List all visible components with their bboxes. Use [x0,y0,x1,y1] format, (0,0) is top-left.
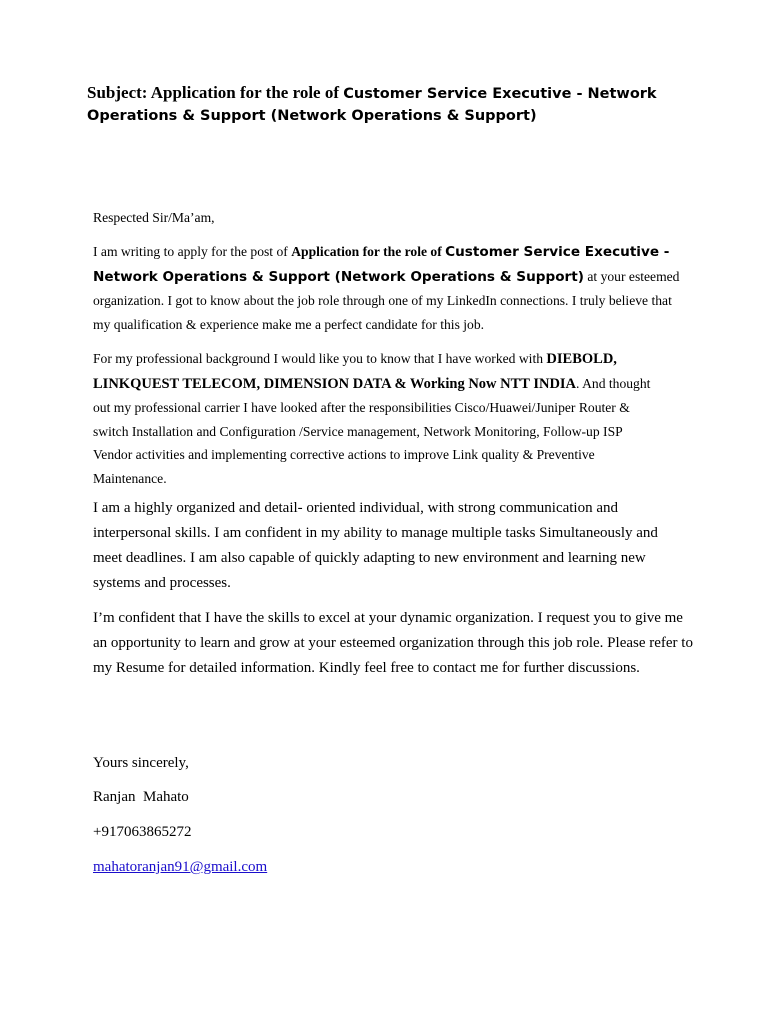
skills-paragraph: I am a highly organized and detail- oriented individual, with strong communication and interpersonal skills. I am confident in my ability to manage multiple tasks Simultaneously and meet deadlines. I am also capable of quickly adapting to new environment and learning new systems and processes. [93,500,658,591]
subject-title: Customer Service Executive - Network Operations & Support (Network Operations & Support) [87,86,657,124]
subject-line [87,82,727,127]
salutation: Respected Sir/Ma’am, [93,210,215,225]
phone-number: +917063865272 [93,824,192,840]
background-paragraph [93,347,661,490]
intro-bold-serif: Application for the role of [291,244,446,259]
intro-post: at your esteemed organization. I got to know about the job role through one of my LinkedIn connections. I truly believe that my qualification & experience make me a perfect candidate for this job. [93,268,680,332]
signoff: Yours sincerely, [93,755,189,771]
background-companies: DIEBOLD, LINKQUEST TELECOM, DIMENSION DATA & Working Now NTT INDIA [93,351,617,392]
closing-paragraph: I’m confident that I have the skills to excel at your dynamic organization. I request you to give me an opportunity to learn and grow at your esteemed organization through this job role. Please refer to my Resume for detailed information. Kindly feel free to contact me for further discussions. [93,610,693,676]
email-link[interactable]: mahatoranjan91@gmail.com [93,859,268,875]
subject-lead: Subject: Application for the role of [87,83,344,102]
signer-name: Ranjan Mahato [93,789,189,805]
background-post: . And thought out my professional carrier I have looked after the responsibilities Cisco/Huawei/Juniper Router & switch Installation and Configuration /Service management, Network Monitoring, Follow-up ISP Vendor activities and implementing corrective actions to improve Link quality & Preventive Maintenance. [93,375,651,486]
background-pre: For my professional background I would like you to know that I have worked with [93,351,547,366]
intro-job-title: Customer Service Executive - Network Operations & Support (Network Operations & Support) [93,244,670,285]
intro-paragraph [93,240,683,336]
intro-pre: I am writing to apply for the post of [93,244,292,259]
